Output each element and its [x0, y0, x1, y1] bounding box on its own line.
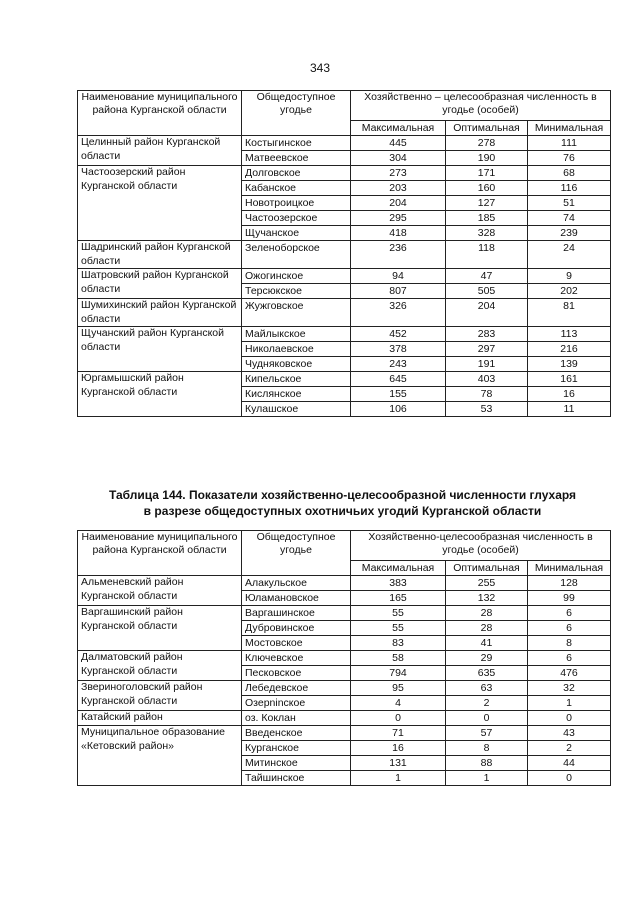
- page-number: 343: [309, 61, 331, 75]
- area-cell: Песковское: [242, 666, 351, 681]
- table-row: [78, 651, 611, 666]
- opt-cell: 118: [446, 241, 528, 269]
- area-cell: Введенское: [242, 726, 351, 741]
- max-cell: 203: [351, 181, 446, 196]
- area-cell: Озерninское: [242, 696, 351, 711]
- table-row: [78, 372, 611, 387]
- max-cell: 94: [351, 269, 446, 284]
- table-1-body: [78, 91, 611, 417]
- header-opt: Оптимальная: [446, 561, 528, 576]
- header-group: Хозяйственно-целесообразная численность в угодье (особей): [351, 531, 611, 561]
- header-area: Общедоступное угодье: [242, 531, 351, 576]
- max-cell: 16: [351, 741, 446, 756]
- opt-cell: 28: [446, 621, 528, 636]
- table-1: [77, 90, 611, 417]
- table-row: [78, 576, 611, 591]
- area-cell: Жужговское: [242, 299, 351, 327]
- district-cell: Далматовский район Курганской области: [78, 651, 242, 681]
- min-cell: 6: [528, 606, 611, 621]
- opt-cell: 28: [446, 606, 528, 621]
- min-cell: 239: [528, 226, 611, 241]
- area-cell: Кислянское: [242, 387, 351, 402]
- district-cell: Юргамышский район Курганской области: [78, 372, 242, 417]
- min-cell: 0: [528, 711, 611, 726]
- opt-cell: 88: [446, 756, 528, 771]
- min-cell: 161: [528, 372, 611, 387]
- opt-cell: 160: [446, 181, 528, 196]
- max-cell: 55: [351, 621, 446, 636]
- header-max: Максимальная: [351, 121, 446, 136]
- max-cell: 445: [351, 136, 446, 151]
- table-row: [78, 681, 611, 696]
- area-cell: Кабанское: [242, 181, 351, 196]
- max-cell: 304: [351, 151, 446, 166]
- opt-cell: 41: [446, 636, 528, 651]
- table-144-body: [78, 531, 611, 786]
- header-row: [78, 531, 611, 561]
- area-cell: Тайшинское: [242, 771, 351, 786]
- caption-line-2: в разрезе общедоступных охотничьих угодий Курганской области: [143, 504, 542, 518]
- max-cell: 295: [351, 211, 446, 226]
- area-cell: Дубровинское: [242, 621, 351, 636]
- max-cell: 383: [351, 576, 446, 591]
- area-cell: оз. Коклан: [242, 711, 351, 726]
- min-cell: 9: [528, 269, 611, 284]
- area-cell: Варгашинское: [242, 606, 351, 621]
- max-cell: 55: [351, 606, 446, 621]
- max-cell: 794: [351, 666, 446, 681]
- district-cell: Катайский район: [78, 711, 242, 726]
- opt-cell: 635: [446, 666, 528, 681]
- min-cell: 6: [528, 651, 611, 666]
- district-cell: Щучанский район Курганской области: [78, 327, 242, 372]
- opt-cell: 78: [446, 387, 528, 402]
- area-cell: Кипельское: [242, 372, 351, 387]
- table-row: [78, 711, 611, 726]
- min-cell: 76: [528, 151, 611, 166]
- district-cell: Звериноголовский район Курганской области: [78, 681, 242, 711]
- opt-cell: 127: [446, 196, 528, 211]
- min-cell: 51: [528, 196, 611, 211]
- district-cell: Шумихинский район Курганской области: [78, 299, 242, 327]
- header-opt: Оптимальная: [446, 121, 528, 136]
- table-row: [78, 241, 611, 269]
- opt-cell: 132: [446, 591, 528, 606]
- district-cell: Муниципальное образование «Кетовский район»: [78, 726, 242, 786]
- opt-cell: 191: [446, 357, 528, 372]
- header-min: Минимальная: [528, 121, 611, 136]
- min-cell: 113: [528, 327, 611, 342]
- opt-cell: 190: [446, 151, 528, 166]
- opt-cell: 185: [446, 211, 528, 226]
- table-row: [78, 299, 611, 327]
- max-cell: 645: [351, 372, 446, 387]
- max-cell: 131: [351, 756, 446, 771]
- min-cell: 216: [528, 342, 611, 357]
- table-row: [78, 166, 611, 181]
- min-cell: 1: [528, 696, 611, 711]
- min-cell: 68: [528, 166, 611, 181]
- area-cell: Мостовское: [242, 636, 351, 651]
- area-cell: Майлыкское: [242, 327, 351, 342]
- area-cell: Кулашское: [242, 402, 351, 417]
- district-cell: Частоозерский район Курганской области: [78, 166, 242, 241]
- table-144-caption: [60, 487, 625, 519]
- header-row: [78, 91, 611, 121]
- district-cell: Целинный район Курганской области: [78, 136, 242, 166]
- max-cell: 204: [351, 196, 446, 211]
- max-cell: 243: [351, 357, 446, 372]
- district-cell: Шатровский район Курганской области: [78, 269, 242, 299]
- opt-cell: 297: [446, 342, 528, 357]
- table-row: [78, 269, 611, 284]
- min-cell: 74: [528, 211, 611, 226]
- max-cell: 378: [351, 342, 446, 357]
- max-cell: 236: [351, 241, 446, 269]
- opt-cell: 403: [446, 372, 528, 387]
- opt-cell: 29: [446, 651, 528, 666]
- area-cell: Митинское: [242, 756, 351, 771]
- opt-cell: 283: [446, 327, 528, 342]
- max-cell: 418: [351, 226, 446, 241]
- max-cell: 155: [351, 387, 446, 402]
- opt-cell: 63: [446, 681, 528, 696]
- min-cell: 8: [528, 636, 611, 651]
- area-cell: Долговское: [242, 166, 351, 181]
- area-cell: Лебедевское: [242, 681, 351, 696]
- opt-cell: 57: [446, 726, 528, 741]
- max-cell: 95: [351, 681, 446, 696]
- area-cell: Алакульское: [242, 576, 351, 591]
- min-cell: 476: [528, 666, 611, 681]
- area-cell: Чудняковское: [242, 357, 351, 372]
- area-cell: Николаевское: [242, 342, 351, 357]
- opt-cell: 171: [446, 166, 528, 181]
- min-cell: 32: [528, 681, 611, 696]
- opt-cell: 53: [446, 402, 528, 417]
- area-cell: Юламановское: [242, 591, 351, 606]
- area-cell: Новотроицкое: [242, 196, 351, 211]
- min-cell: 11: [528, 402, 611, 417]
- header-min: Минимальная: [528, 561, 611, 576]
- max-cell: 807: [351, 284, 446, 299]
- area-cell: Терсюкское: [242, 284, 351, 299]
- min-cell: 139: [528, 357, 611, 372]
- min-cell: 2: [528, 741, 611, 756]
- max-cell: 58: [351, 651, 446, 666]
- area-cell: Ключевское: [242, 651, 351, 666]
- table-row: [78, 136, 611, 151]
- table-row: [78, 327, 611, 342]
- header-district: Наименование муниципального района Курганской области: [78, 531, 242, 576]
- opt-cell: 47: [446, 269, 528, 284]
- district-cell: Шадринский район Курганской области: [78, 241, 242, 269]
- opt-cell: 204: [446, 299, 528, 327]
- min-cell: 128: [528, 576, 611, 591]
- caption-line-1: Таблица 144. Показатели хозяйственно-целесообразной численности глухаря: [108, 488, 577, 502]
- max-cell: 71: [351, 726, 446, 741]
- max-cell: 1: [351, 771, 446, 786]
- min-cell: 111: [528, 136, 611, 151]
- opt-cell: 2: [446, 696, 528, 711]
- area-cell: Ожогинское: [242, 269, 351, 284]
- area-cell: Костыгинское: [242, 136, 351, 151]
- min-cell: 16: [528, 387, 611, 402]
- table-144: [77, 530, 611, 786]
- header-max: Максимальная: [351, 561, 446, 576]
- min-cell: 0: [528, 771, 611, 786]
- opt-cell: 255: [446, 576, 528, 591]
- header-district: Наименование муниципального района Курганской области: [78, 91, 242, 136]
- max-cell: 165: [351, 591, 446, 606]
- min-cell: 43: [528, 726, 611, 741]
- opt-cell: 0: [446, 711, 528, 726]
- header-group: Хозяйственно – целесообразная численность в угодье (особей): [351, 91, 611, 121]
- opt-cell: 8: [446, 741, 528, 756]
- min-cell: 44: [528, 756, 611, 771]
- min-cell: 99: [528, 591, 611, 606]
- table-row: [78, 606, 611, 621]
- max-cell: 4: [351, 696, 446, 711]
- opt-cell: 328: [446, 226, 528, 241]
- max-cell: 83: [351, 636, 446, 651]
- area-cell: Щучанское: [242, 226, 351, 241]
- area-cell: Матвеевское: [242, 151, 351, 166]
- area-cell: Зеленоборское: [242, 241, 351, 269]
- min-cell: 24: [528, 241, 611, 269]
- opt-cell: 505: [446, 284, 528, 299]
- min-cell: 202: [528, 284, 611, 299]
- max-cell: 452: [351, 327, 446, 342]
- max-cell: 0: [351, 711, 446, 726]
- max-cell: 326: [351, 299, 446, 327]
- max-cell: 106: [351, 402, 446, 417]
- max-cell: 273: [351, 166, 446, 181]
- opt-cell: 278: [446, 136, 528, 151]
- header-area: Общедоступное угодье: [242, 91, 351, 136]
- district-cell: Варгашинский район Курганской области: [78, 606, 242, 651]
- opt-cell: 1: [446, 771, 528, 786]
- table-row: [78, 726, 611, 741]
- min-cell: 6: [528, 621, 611, 636]
- district-cell: Альменевский район Курганской области: [78, 576, 242, 606]
- min-cell: 116: [528, 181, 611, 196]
- min-cell: 81: [528, 299, 611, 327]
- area-cell: Частоозерское: [242, 211, 351, 226]
- area-cell: Курганское: [242, 741, 351, 756]
